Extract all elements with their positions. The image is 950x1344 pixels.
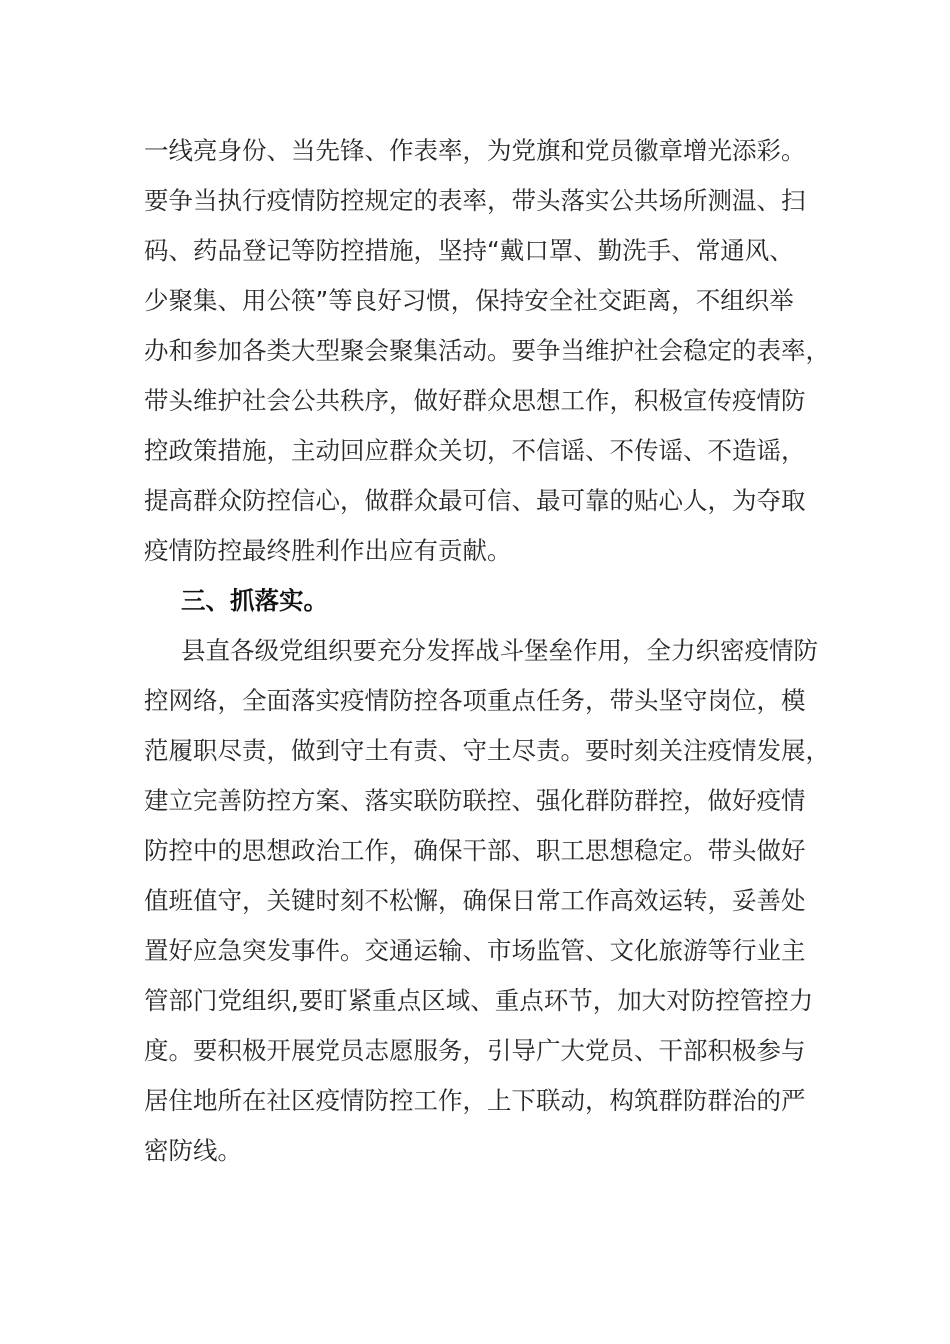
paragraph-line: 办和参加各类大型聚会聚集活动。要争当维护社会稳定的表率，: [144, 336, 830, 365]
paragraph-line: 范履职尽责，做到守土有责、守土尽责。要时刻关注疫情发展，: [144, 736, 830, 765]
paragraph-line: 带头维护社会公共秩序，做好群众思想工作，积极宣传疫情防: [144, 386, 806, 415]
paragraph-line: 要争当执行疫情防控规定的表率，带头落实公共场所测温、扫: [144, 186, 806, 215]
paragraph-line: 值班值守，关键时刻不松懈，确保日常工作高效运转，妥善处: [144, 886, 806, 915]
paragraph-line: 一线亮身份、当先锋、作表率，为党旗和党员徽章增光添彩。: [144, 136, 806, 165]
paragraph-line: 密防线。: [144, 1136, 242, 1165]
section-heading: 三、抓落实。: [181, 586, 328, 615]
paragraph-line: 提高群众防控信心，做群众最可信、最可靠的贴心人，为夺取: [144, 486, 806, 515]
paragraph-line: 少聚集、用公筷”等良好习惯，保持安全社交距离，不组织举: [144, 286, 794, 315]
paragraph-line: 管部门党组织,要盯紧重点区域、重点环节，加大对防控管控力: [144, 986, 814, 1015]
paragraph-line: 码、药品登记等防控措施，坚持“戴口罩、勤洗手、常通风、: [144, 236, 794, 265]
paragraph-line: 疫情防控最终胜利作出应有贡献。: [144, 536, 512, 565]
paragraph-line: 居住地所在社区疫情防控工作，上下联动，构筑群防群治的严: [144, 1086, 806, 1115]
paragraph-line: 控网络，全面落实疫情防控各项重点任务，带头坚守岗位，模: [144, 686, 806, 715]
paragraph-line: 建立完善防控方案、落实联防联控、强化群防群控，做好疫情: [144, 786, 806, 815]
paragraph-line: 度。要积极开展党员志愿服务，引导广大党员、干部积极参与: [144, 1036, 806, 1065]
paragraph-line: 控政策措施，主动回应群众关切，不信谣、不传谣、不造谣，: [144, 436, 806, 465]
paragraph-line: 置好应急突发事件。交通运输、市场监管、文化旅游等行业主: [144, 936, 806, 965]
paragraph-line: 县直各级党组织要充分发挥战斗堡垒作用，全力织密疫情防: [181, 636, 818, 665]
paragraph-line: 防控中的思想政治工作，确保干部、职工思想稳定。带头做好: [144, 836, 806, 865]
